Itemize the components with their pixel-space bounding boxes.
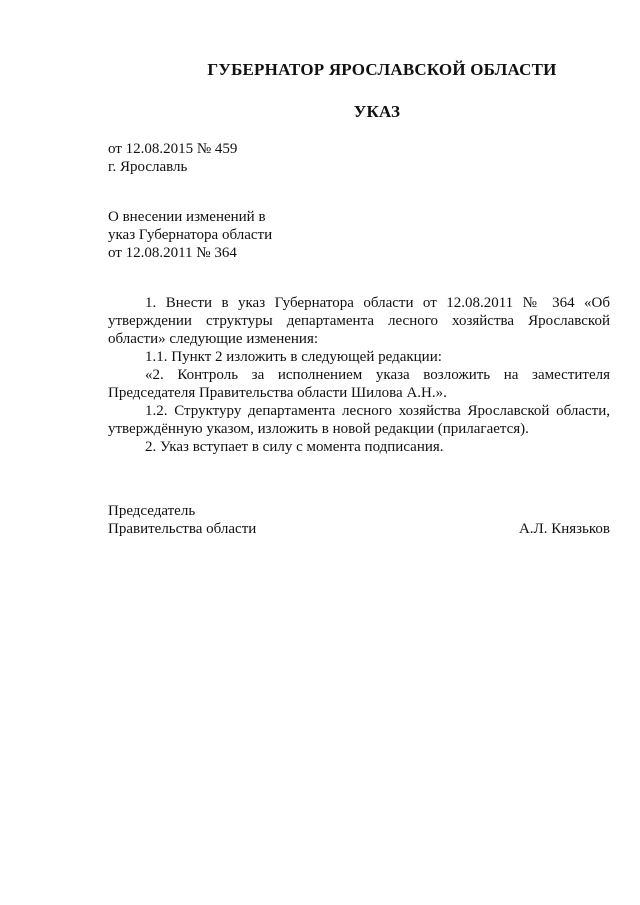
- paragraph-1: 1. Внести в указ Губернатора области от 12.08.2011 № 364 «Об утверждении структуры департамента лесного хозяйства Ярославской области» следующие изменения:: [108, 295, 610, 347]
- date-number: от 12.08.2015 № 459: [108, 141, 238, 157]
- signature-row: [108, 520, 610, 538]
- subject-line-2: указ Губернатора области: [108, 227, 273, 243]
- city: г. Ярославль: [108, 159, 188, 175]
- issuing-authority-heading: ГУБЕРНАТОР ЯРОСЛАВСКОЙ ОБЛАСТИ: [207, 60, 557, 79]
- subject-line-1: О внесении изменений в: [108, 209, 266, 225]
- document-subject: [108, 208, 272, 262]
- paragraph-2: 2. Указ вступает в силу с момента подписания.: [145, 439, 444, 455]
- signatory-position-line-1: Председатель: [108, 503, 196, 519]
- signature-block: [108, 502, 610, 538]
- signatory-name: А.Л. Князьков: [518, 521, 610, 537]
- paragraph-1-2: 1.2. Структуру департамента лесного хозяйства Ярославской области, утверждённую указом, изложить в новой редакции (прилагается).: [108, 403, 610, 437]
- paragraph-quote: «2. Контроль за исполнением указа возложить на заместителя Председателя Правительства области Шилова А.Н.».: [108, 367, 610, 401]
- signatory-position-line-2: Правительства области: [108, 521, 257, 537]
- document-type-heading: УКАЗ: [353, 102, 401, 121]
- paragraph-1-1: 1.1. Пункт 2 изложить в следующей редакции:: [145, 349, 442, 365]
- document-meta: [108, 140, 237, 176]
- document-body: [108, 294, 610, 456]
- subject-line-3: от 12.08.2011 № 364: [108, 245, 237, 261]
